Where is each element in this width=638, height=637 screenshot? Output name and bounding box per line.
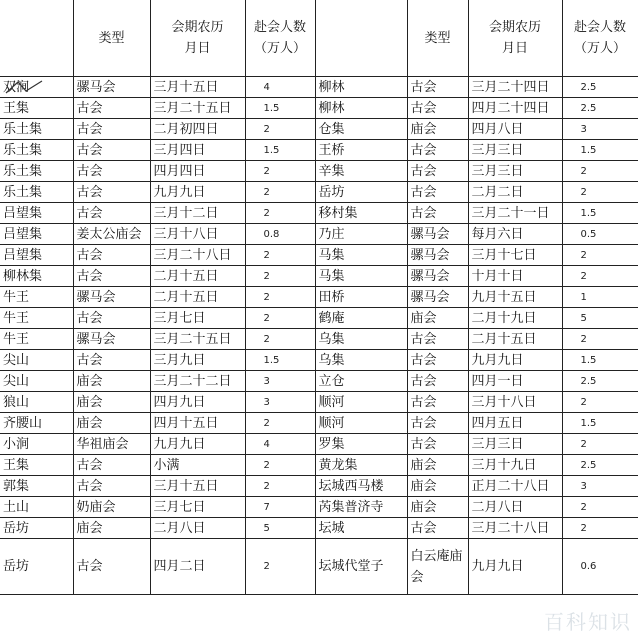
cell-people-right: 5: [562, 308, 638, 329]
cell-date-right: 三月三日: [468, 161, 562, 182]
cell-place-right: 仓集: [315, 119, 407, 140]
cell-place-left: 王集: [0, 455, 73, 476]
cell-people-right: 2: [562, 497, 638, 518]
cell-type-left: 骡马会: [73, 287, 150, 308]
cell-people-right: 2: [562, 161, 638, 182]
cell-date-left: 三月十二日: [150, 203, 245, 224]
table-row: [0, 98, 638, 119]
table-row: [0, 455, 638, 476]
table-row: [0, 518, 638, 539]
cell-type-right: 庙会: [407, 497, 468, 518]
cell-date-left: 三月二十二日: [150, 371, 245, 392]
cell-place-right: 坛城西马楼: [315, 476, 407, 497]
cell-place-left: 乐土集: [0, 182, 73, 203]
cell-date-left: 二月八日: [150, 518, 245, 539]
cell-place-left: 柳林集: [0, 266, 73, 287]
cell-date-left: 二月十五日: [150, 287, 245, 308]
cell-people-left: 2: [245, 539, 315, 595]
cell-date-left: 三月十八日: [150, 224, 245, 245]
cell-people-right: 1.5: [562, 203, 638, 224]
cell-people-left: 2: [245, 182, 315, 203]
cell-people-left: 2: [245, 245, 315, 266]
cell-date-left: 三月四日: [150, 140, 245, 161]
table-row: [0, 329, 638, 350]
cell-type-left: 姜太公庙会: [73, 224, 150, 245]
cell-people-right: 2: [562, 182, 638, 203]
table-row: [0, 224, 638, 245]
cell-people-left: 2: [245, 413, 315, 434]
cell-people-right: 2.5: [562, 371, 638, 392]
cell-people-right: 2.5: [562, 77, 638, 98]
cell-type-right: 古会: [407, 182, 468, 203]
cell-place-right: 坛城代堂子: [315, 539, 407, 595]
cell-place-right: 移村集: [315, 203, 407, 224]
cell-place-right: 马集: [315, 266, 407, 287]
cell-people-left: 1.5: [245, 350, 315, 371]
cell-date-right: 三月十八日: [468, 392, 562, 413]
cell-place-left: 牛王: [0, 329, 73, 350]
cell-place-left: 乐土集: [0, 119, 73, 140]
cell-date-left: 三月十五日: [150, 476, 245, 497]
cell-place-left: 乐土集: [0, 140, 73, 161]
cell-place-right: 辛集: [315, 161, 407, 182]
cell-people-left: 3: [245, 392, 315, 413]
cell-date-left: 三月九日: [150, 350, 245, 371]
cell-type-right: 古会: [407, 77, 468, 98]
cell-type-left: 庙会: [73, 371, 150, 392]
table-row: [0, 287, 638, 308]
cell-type-right: 古会: [407, 434, 468, 455]
cell-people-left: 7: [245, 497, 315, 518]
cell-type-left: 古会: [73, 266, 150, 287]
cell-type-left: 古会: [73, 455, 150, 476]
cell-people-right: 1: [562, 287, 638, 308]
cell-people-left: 4: [245, 77, 315, 98]
table-row: [0, 539, 638, 595]
cell-date-right: 九月九日: [468, 350, 562, 371]
cell-people-right: 2.5: [562, 98, 638, 119]
cell-date-right: 四月八日: [468, 119, 562, 140]
cell-date-left: 九月九日: [150, 434, 245, 455]
table-row: [0, 308, 638, 329]
cell-people-left: 2: [245, 161, 315, 182]
cell-people-right: 2.5: [562, 455, 638, 476]
cell-place-left: 狼山: [0, 392, 73, 413]
cell-date-right: 三月十九日: [468, 455, 562, 476]
cell-people-right: 2: [562, 434, 638, 455]
cell-date-right: 九月九日: [468, 539, 562, 595]
cell-people-right: 3: [562, 119, 638, 140]
cell-date-left: 三月二十五日: [150, 98, 245, 119]
cell-type-left: 古会: [73, 161, 150, 182]
cell-date-left: 三月二十五日: [150, 329, 245, 350]
cell-type-right: 古会: [407, 161, 468, 182]
cell-place-right: 鹤庵: [315, 308, 407, 329]
cell-people-left: 1.5: [245, 140, 315, 161]
table-row: [0, 497, 638, 518]
cell-type-left: 华祖庙会: [73, 434, 150, 455]
cell-place-left: 乐土集: [0, 161, 73, 182]
cell-date-left: 四月二日: [150, 539, 245, 595]
table-row: [0, 203, 638, 224]
cell-type-right: 古会: [407, 98, 468, 119]
cell-type-left: 古会: [73, 350, 150, 371]
header-place-right: [315, 0, 407, 77]
cell-date-right: 每月六日: [468, 224, 562, 245]
table-row: [0, 371, 638, 392]
cell-people-left: 2: [245, 266, 315, 287]
cell-place-left: 吕望集: [0, 203, 73, 224]
cell-type-right: 古会: [407, 518, 468, 539]
table-row: [0, 392, 638, 413]
cell-date-right: 三月三日: [468, 140, 562, 161]
cell-date-right: 四月五日: [468, 413, 562, 434]
cell-date-right: 三月三日: [468, 434, 562, 455]
cell-type-left: 骡马会: [73, 77, 150, 98]
cell-type-left: 古会: [73, 203, 150, 224]
table-row: [0, 182, 638, 203]
cell-people-left: 2: [245, 119, 315, 140]
cell-place-right: 柳林: [315, 77, 407, 98]
cell-place-right: 芮集普济寺: [315, 497, 407, 518]
cell-date-left: 小满: [150, 455, 245, 476]
cell-date-right: 二月十五日: [468, 329, 562, 350]
table-row: [0, 161, 638, 182]
cell-place-right: 罗集: [315, 434, 407, 455]
cell-place-left: 土山: [0, 497, 73, 518]
cell-date-right: 四月一日: [468, 371, 562, 392]
cell-people-right: 0.5: [562, 224, 638, 245]
cell-date-right: 二月十九日: [468, 308, 562, 329]
cell-date-left: 四月九日: [150, 392, 245, 413]
cell-type-right: 庙会: [407, 476, 468, 497]
table-row: [0, 266, 638, 287]
cell-type-right: 白云庵庙会: [407, 539, 468, 595]
cell-place-right: 乌集: [315, 350, 407, 371]
cell-type-right: 古会: [407, 329, 468, 350]
cell-date-right: 二月八日: [468, 497, 562, 518]
cell-type-left: 古会: [73, 308, 150, 329]
cell-people-right: 1.5: [562, 140, 638, 161]
cell-date-right: 四月二十四日: [468, 98, 562, 119]
cell-people-right: 2: [562, 329, 638, 350]
cell-type-left: 古会: [73, 245, 150, 266]
cell-people-left: 1.5: [245, 98, 315, 119]
cell-type-right: 骡马会: [407, 224, 468, 245]
table-row: [0, 350, 638, 371]
cell-place-right: 柳林: [315, 98, 407, 119]
cell-people-left: 2: [245, 287, 315, 308]
cell-type-left: 古会: [73, 98, 150, 119]
cell-date-left: 九月九日: [150, 182, 245, 203]
cell-place-right: 乃庄: [315, 224, 407, 245]
cell-place-left: 尖山: [0, 350, 73, 371]
cell-type-left: 庙会: [73, 518, 150, 539]
cell-type-right: 古会: [407, 392, 468, 413]
cell-type-left: 庙会: [73, 392, 150, 413]
cell-place-left: 齐腰山: [0, 413, 73, 434]
cell-type-left: 古会: [73, 182, 150, 203]
cell-place-right: 乌集: [315, 329, 407, 350]
header-place-left: [0, 0, 73, 77]
cell-type-right: 庙会: [407, 455, 468, 476]
cell-place-right: 岳坊: [315, 182, 407, 203]
cell-date-left: 三月十五日: [150, 77, 245, 98]
cell-type-right: 庙会: [407, 119, 468, 140]
cell-date-right: 三月二十四日: [468, 77, 562, 98]
cell-people-left: 2: [245, 308, 315, 329]
cell-place-right: 立仓: [315, 371, 407, 392]
cell-place-left: 郭集: [0, 476, 73, 497]
cell-type-left: 庙会: [73, 413, 150, 434]
cell-date-left: 三月七日: [150, 308, 245, 329]
cell-people-right: 3: [562, 476, 638, 497]
cell-people-left: 4: [245, 434, 315, 455]
header-date-right: 会期农历 月日: [468, 0, 562, 77]
cell-date-right: 三月二十一日: [468, 203, 562, 224]
cell-date-right: 三月二十八日: [468, 518, 562, 539]
cell-type-left: 古会: [73, 539, 150, 595]
cell-type-right: 古会: [407, 371, 468, 392]
cell-people-right: 2: [562, 392, 638, 413]
cell-date-left: 四月十五日: [150, 413, 245, 434]
cell-type-right: 庙会: [407, 308, 468, 329]
cell-place-left: 尖山: [0, 371, 73, 392]
cell-people-left: 3: [245, 371, 315, 392]
cell-date-left: 四月四日: [150, 161, 245, 182]
cell-type-right: 古会: [407, 203, 468, 224]
header-row: [0, 0, 638, 77]
cell-type-left: 骡马会: [73, 329, 150, 350]
cell-place-left: 双涧: [0, 77, 73, 98]
cell-people-left: 0.8: [245, 224, 315, 245]
header-people-right: 赴会人数 （万人）: [562, 0, 638, 77]
cell-people-right: 2: [562, 245, 638, 266]
cell-date-left: 三月七日: [150, 497, 245, 518]
cell-type-left: 奶庙会: [73, 497, 150, 518]
table-row: [0, 245, 638, 266]
cell-type-right: 骡马会: [407, 287, 468, 308]
cell-place-left: 小涧: [0, 434, 73, 455]
cell-people-right: 1.5: [562, 413, 638, 434]
cell-type-left: 古会: [73, 140, 150, 161]
cell-people-left: 5: [245, 518, 315, 539]
cell-type-right: 古会: [407, 413, 468, 434]
cell-type-left: 古会: [73, 476, 150, 497]
table-row: [0, 413, 638, 434]
table-row: [0, 140, 638, 161]
cell-people-left: 2: [245, 455, 315, 476]
cell-people-left: 2: [245, 329, 315, 350]
table-row: [0, 119, 638, 140]
cell-place-left: 吕望集: [0, 245, 73, 266]
cell-place-right: 田桥: [315, 287, 407, 308]
cell-place-left: 岳坊: [0, 518, 73, 539]
cell-type-right: 古会: [407, 350, 468, 371]
cell-people-right: 2: [562, 518, 638, 539]
header-people-left: 赴会人数 （万人）: [245, 0, 315, 77]
cell-date-left: 三月二十八日: [150, 245, 245, 266]
cell-date-left: 二月十五日: [150, 266, 245, 287]
cell-date-right: 正月二十八日: [468, 476, 562, 497]
cell-date-right: 三月十七日: [468, 245, 562, 266]
cell-place-right: 王桥: [315, 140, 407, 161]
cell-place-left: 岳坊: [0, 539, 73, 595]
table-row: [0, 476, 638, 497]
cell-people-left: 2: [245, 203, 315, 224]
cell-date-right: 十月十日: [468, 266, 562, 287]
watermark-logo: 百科知识: [544, 610, 632, 634]
header-type-left: 类型: [73, 0, 150, 77]
cell-date-right: 九月十五日: [468, 287, 562, 308]
cell-date-right: 二月二日: [468, 182, 562, 203]
cell-type-right: 骡马会: [407, 266, 468, 287]
cell-people-right: 0.6: [562, 539, 638, 595]
cell-date-left: 二月初四日: [150, 119, 245, 140]
cell-place-left: 吕望集: [0, 224, 73, 245]
cell-type-right: 古会: [407, 140, 468, 161]
table-row: [0, 77, 638, 98]
cell-people-left: 2: [245, 476, 315, 497]
table-row: [0, 434, 638, 455]
cell-people-right: 1.5: [562, 350, 638, 371]
cell-place-right: 顺河: [315, 413, 407, 434]
cell-place-right: 顺河: [315, 392, 407, 413]
cell-people-right: 2: [562, 266, 638, 287]
cell-place-left: 牛王: [0, 308, 73, 329]
cell-place-left: 牛王: [0, 287, 73, 308]
header-date-left: 会期农历 月日: [150, 0, 245, 77]
cell-place-right: 马集: [315, 245, 407, 266]
header-type-right: 类型: [407, 0, 468, 77]
cell-place-right: 黄龙集: [315, 455, 407, 476]
cell-place-right: 坛城: [315, 518, 407, 539]
cell-type-left: 古会: [73, 119, 150, 140]
cell-type-right: 骡马会: [407, 245, 468, 266]
cell-place-left: 王集: [0, 98, 73, 119]
